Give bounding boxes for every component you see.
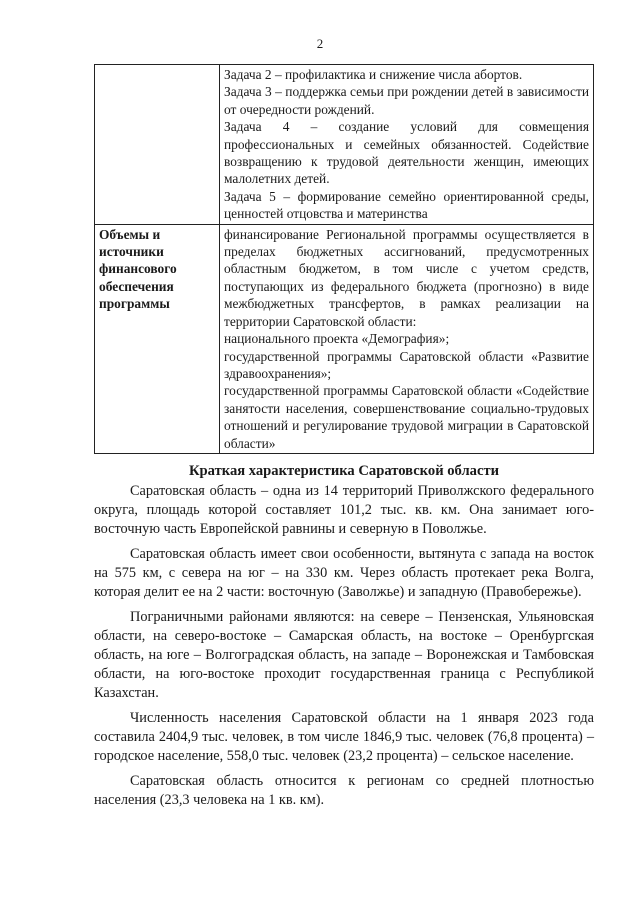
- paragraph-borders: Пограничными районами являются: на севере – Пензенская, Ульяновская области, на северо-востоке – Самарская область, на востоке – Оренбургская область, на юге – Волгоградская область, на западе – Воронежская и Тамбовская области, на юго-востоке проходит государственная граница с Республикой Казахстан.: [94, 609, 594, 701]
- table-row-financing: [95, 224, 594, 453]
- financing-project-demography: национального проекта «Демография»;: [224, 331, 450, 347]
- paragraph-density: Саратовская область относится к регионам со средней плотностью населения (23,3 человека на 1 кв. км).: [94, 773, 594, 808]
- task-2: Задача 2 – профилактика и снижение числа абортов.: [224, 67, 523, 82]
- financing-text: финансирование Региональной программы осуществляется в пределах бюджетных ассигнований, предусмотренных областным бюджетом, в том числе с учетом средств, поступающих из федерального бюджета (прогнозно) в виде межбюджетных трансфертов, в рамках реализации на территории Саратовской области:: [224, 226, 589, 329]
- financing-label: Объемы и источники финансового обеспечения программы: [95, 224, 220, 453]
- paragraph-geography: Саратовская область имеет свои особенности, вытянута с запада на восток на 575 км, с севера на юг – на 330 км. Через область протекает река Волга, которая делит ее на 2 части: восточную (Заволжье) и западную (Правобережье).: [94, 546, 594, 600]
- program-passport-table: [94, 64, 594, 454]
- task-4: Задача 4 – создание условий для совмещения профессиональных и семейных обязанностей. Содействие возвращению к трудовой деятельности женщин, имеющих малолетних детей.: [224, 119, 589, 187]
- section-body: [94, 482, 594, 816]
- financing-program-health: государственной программы Саратовской области «Развитие здравоохранения»;: [224, 348, 589, 381]
- tasks-cell: [220, 65, 594, 225]
- financing-cell: [220, 224, 594, 453]
- section-title: Краткая характеристика Саратовской области: [188, 463, 500, 479]
- task-3: Задача 3 – поддержка семьи при рождении детей в зависимости от очередности рождений.: [224, 84, 589, 117]
- paragraph-area: Саратовская область – одна из 14 территорий Приволжского федерального округа, площадь которой составляет 101,2 тыс. кв. км. Она занимает юго-восточную часть Европейской равнины и северную в Поволжье.: [94, 483, 594, 537]
- paragraph-population: Численность населения Саратовской области на 1 января 2023 года составила 2404,9 тыс. человек, в том числе 1846,9 тыс. человек (76,8 процента) – городское население, 558,0 тыс. человек (23,2 процента) – сельское население.: [94, 710, 594, 764]
- task-5: Задача 5 – формирование семейно ориентированной среды, ценностей отцовства и материнства: [224, 188, 589, 222]
- row-label-empty: [95, 65, 220, 225]
- page-number: 2: [316, 36, 324, 51]
- table-row-tasks: [95, 65, 594, 225]
- financing-program-employment: государственной программы Саратовской области «Содействие занятости населения, совершенствование социально-трудовых отношений и регулирование трудовой миграции в Саратовской области»: [224, 383, 589, 451]
